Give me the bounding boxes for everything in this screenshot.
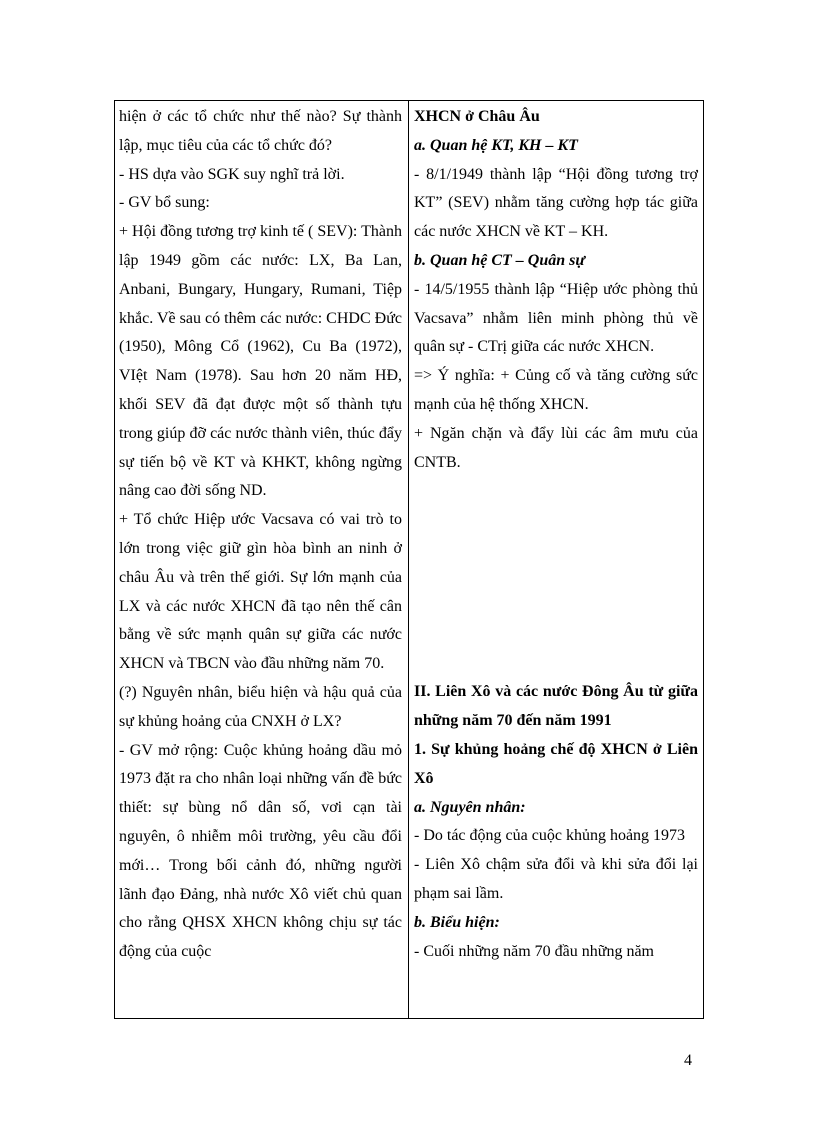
paragraph: + Ngăn chặn và đẩy lùi các âm mưu của CNTB. (414, 424, 698, 471)
section-heading: II. Liên Xô và các nước Đông Âu từ giữa những năm 70 đến năm 1991 (414, 683, 698, 730)
paragraph: - Liên Xô chậm sửa đổi và khi sửa đổi lại phạm sai lầm. (414, 856, 698, 902)
paragraph: - 14/5/1955 thành lập “Hiệp ước phòng thủ Vacsava” nhằm liên minh phòng thủ về quân sự - CTrị giữa các nước XHCN. (414, 280, 698, 356)
section-heading: 1. Sự khủng hoảng chế độ XHCN ở Liên Xô (414, 740, 698, 787)
paragraph: - GV bổ sung: (119, 194, 210, 212)
paragraph: - HS dựa vào SGK suy nghĩ trả lời. (119, 165, 345, 183)
section-heading: XHCN ở Châu Âu (414, 108, 540, 125)
paragraph: - Do tác động của cuộc khủng hoảng 1973 (414, 827, 686, 845)
subsection-heading: b. Biểu hiện: (414, 913, 500, 931)
blank-space (414, 477, 698, 678)
content-notes-column (414, 103, 698, 966)
subsection-heading: a. Nguyên nhân: (414, 798, 526, 816)
paragraph: - GV mở rộng: Cuộc khủng hoảng dầu mỏ 1973 đặt ra cho nhân loại những vấn đề bức thiết: sự bùng nổ dân số, vơi cạn tài nguyên, ô nhiễm môi trường, yêu cầu đổi mới… Trong bối cảnh đó, những người lãnh đạo Đảng, nhà nước Xô viết chủ quan cho rằng QHSX XHCN không chịu sự tác động của cuộc (119, 741, 402, 961)
paragraph: hiện ở các tổ chức như thế nào? Sự thành lập, mục tiêu của các tổ chức đó? (119, 108, 402, 154)
content-table (114, 100, 704, 1019)
paragraph: (?) Nguyên nhân, biểu hiện và hậu quả của sự khủng hoảng của CNXH ở LX? (119, 683, 402, 730)
subsection-heading: b. Quan hệ CT – Quân sự (414, 251, 585, 269)
subsection-heading: a. Quan hệ KT, KH – KT (414, 136, 578, 154)
paragraph: - 8/1/1949 thành lập “Hội đồng tương trợ KT” (SEV) nhằm tăng cường hợp tác giữa các nước XHCN về KT – KH. (414, 165, 698, 241)
teacher-student-activity-column (119, 103, 402, 967)
page-number: 4 (684, 1052, 692, 1069)
paragraph: => Ý nghĩa: + Củng cố và tăng cường sức mạnh của hệ thống XHCN. (414, 367, 698, 413)
paragraph: - Cuối những năm 70 đầu những năm (414, 942, 654, 960)
column-divider (408, 101, 409, 1018)
paragraph: + Tổ chức Hiệp ước Vacsava có vai trò to lớn trong việc giữ gìn hòa bình an ninh ở châu Âu và trên thế giới. Sự lớn mạnh của LX và các nước XHCN đã tạo nên thế cân bằng về sức mạnh quân sự giữa các nước XHCN và TBCN vào đầu những năm 70. (119, 511, 402, 673)
paragraph: + Hội đồng tương trợ kinh tế ( SEV): Thành lập 1949 gồm các nước: LX, Ba Lan, Anbani, Bungary, Hungary, Rumani, Tiệp khắc. Về sau có thêm các nước: CHDC Đức (1950), Mông Cổ (1962), Cu Ba (1972), VIệt Nam (1978). Sau hơn 20 năm HĐ, khối SEV đã đạt được một số thành tựu trong giúp đỡ các nước thành viên, thúc đẩy sự tiến bộ về KT và KHKT, không ngừng nâng cao đời sống ND. (119, 223, 402, 500)
